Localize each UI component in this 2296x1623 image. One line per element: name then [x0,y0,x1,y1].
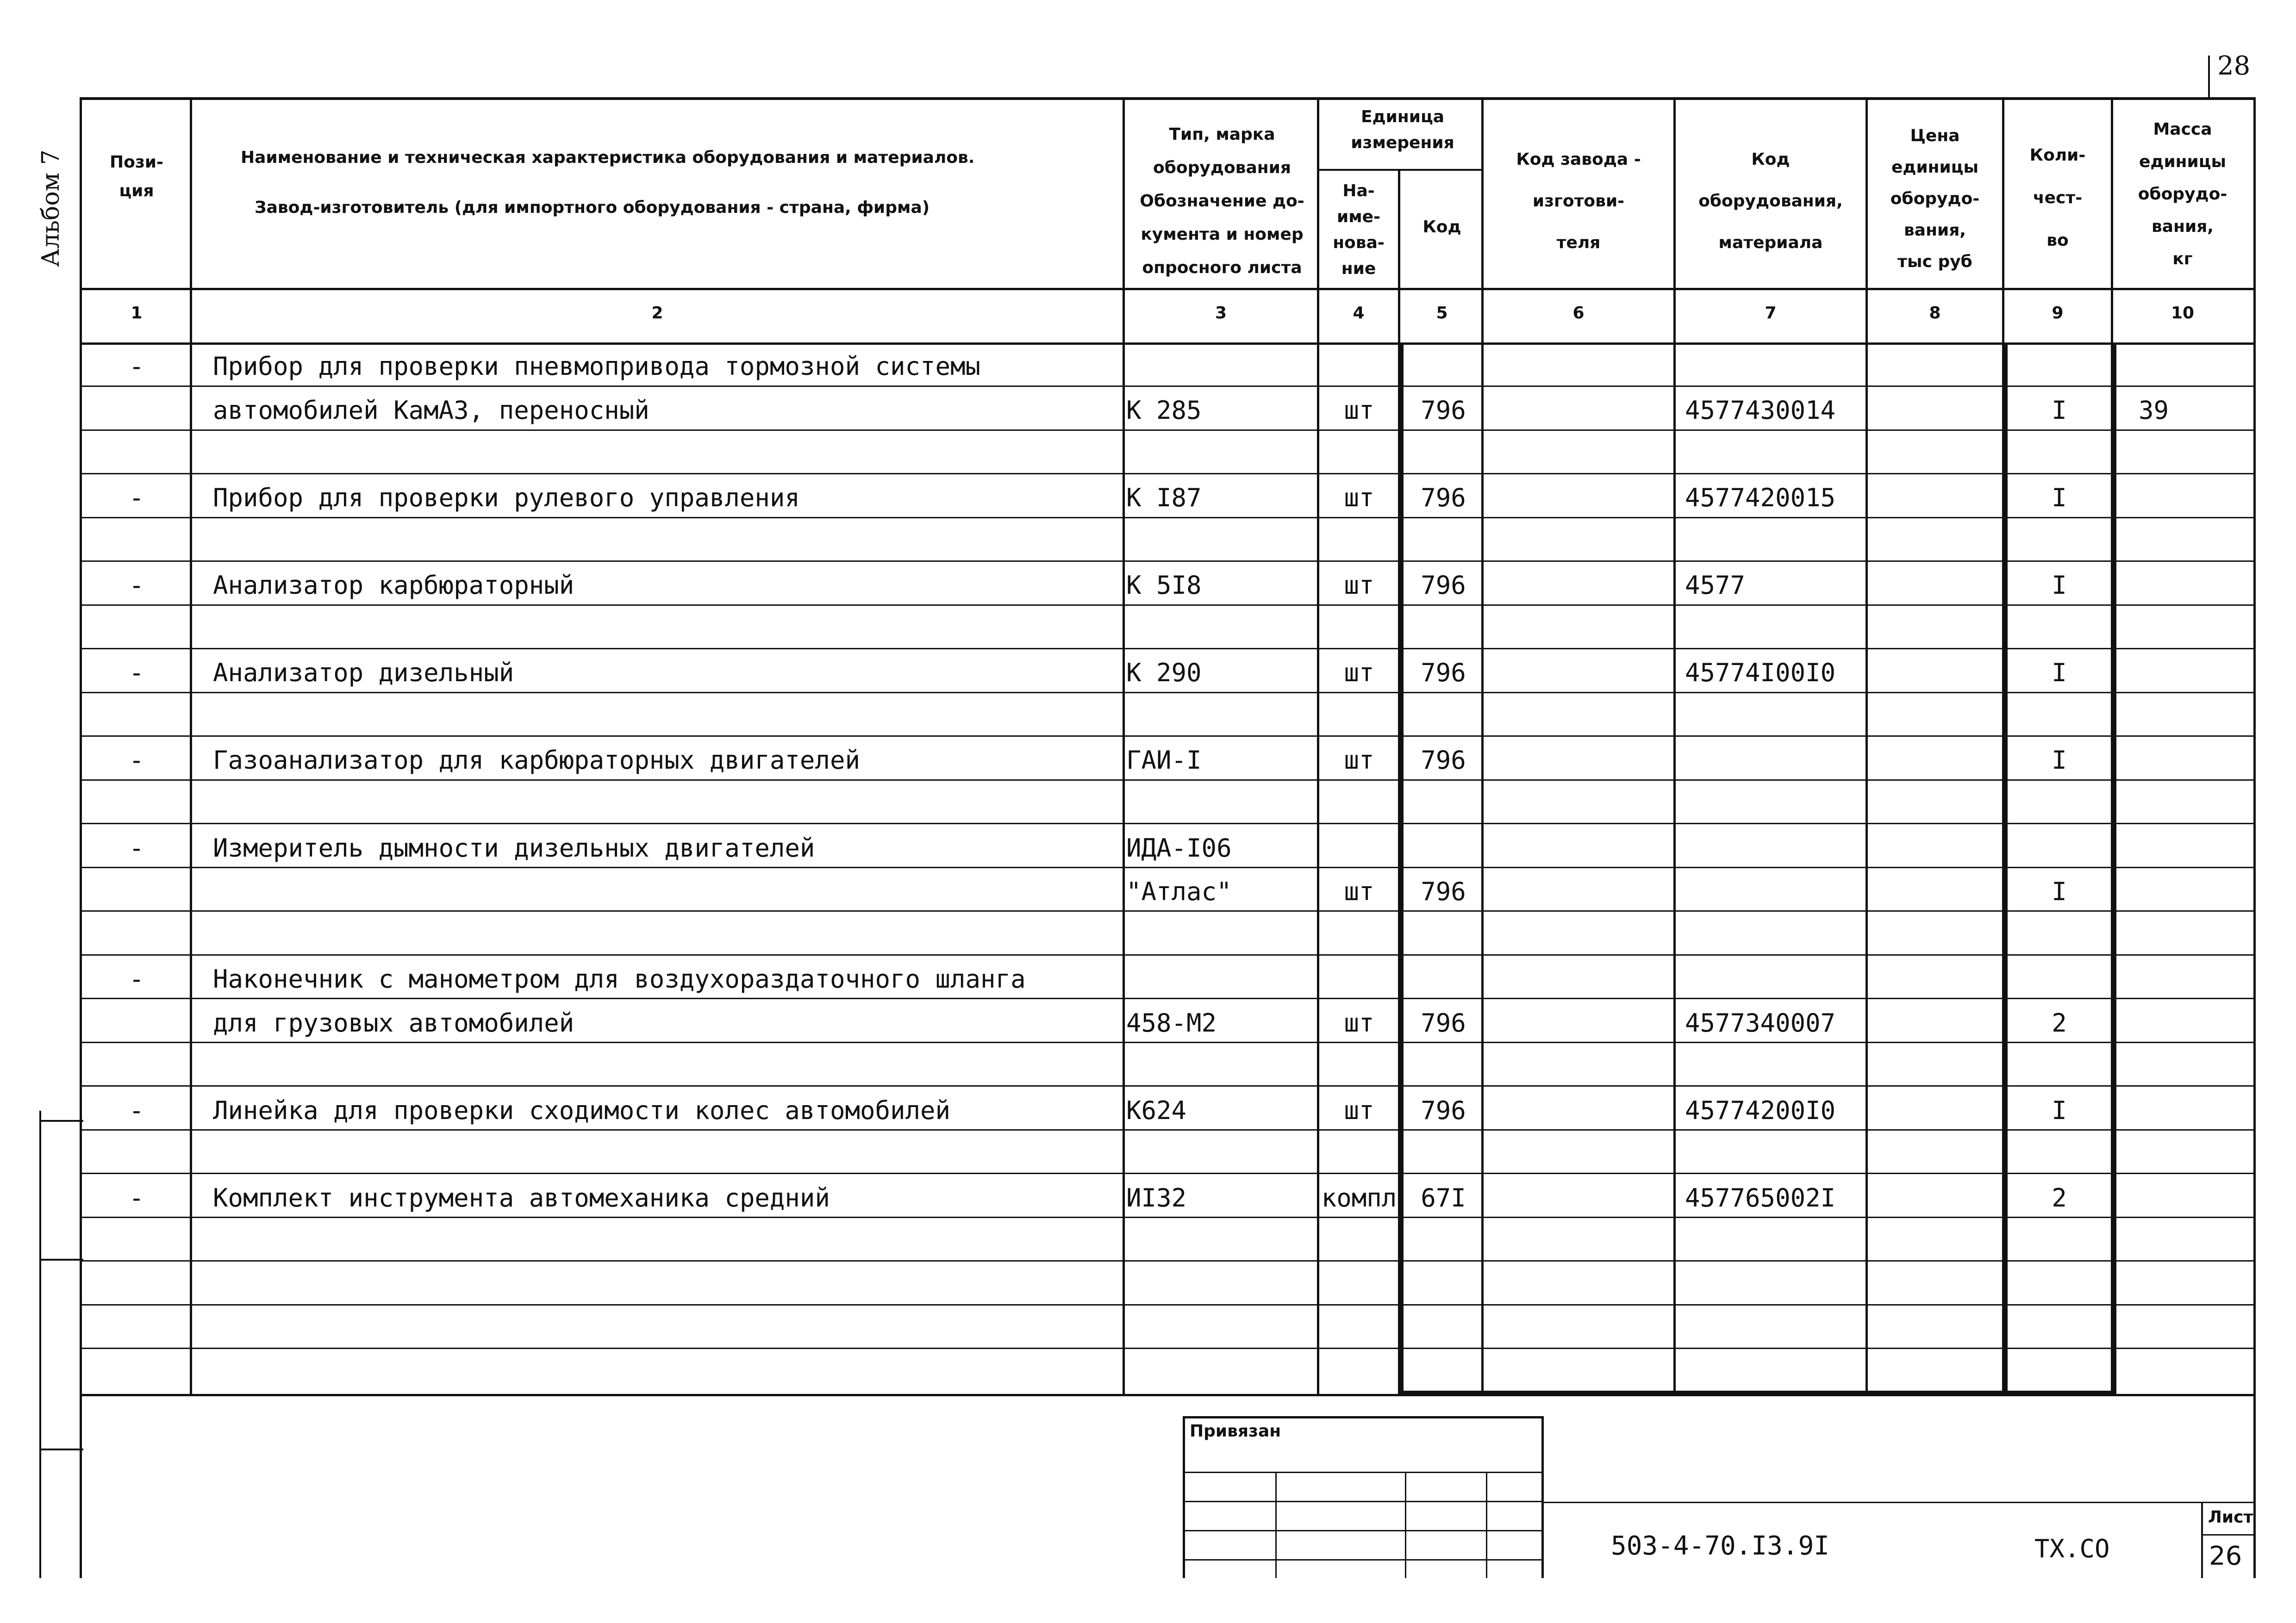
row-mass: 39 [2139,395,2169,425]
row-name: Комплект инструмента автомеханика средний [213,1183,830,1213]
row-name: Измеритель дымности дизельных двигателей [213,833,815,863]
album-label: Альбом 7 [37,149,65,267]
row-quantity: I [2052,395,2067,425]
row-position: - [129,352,144,381]
row-type: 458-М2 [1126,1008,1217,1038]
row-name: автомобилей КамАЗ, переносный [213,395,649,425]
row-unit-code: 796 [1421,877,1466,907]
row-name: Прибор для проверки пневмопривода тормозной системы [213,352,981,381]
header-type: Тип, марка оборудования Обозначение до- кумента и номер опросного листа [1140,125,1304,277]
row-equipment-code: 457765002I [1685,1183,1836,1213]
col-number-4: 4 [1353,304,1365,323]
row-unit-code: 796 [1421,571,1466,600]
row-type: ИI32 [1126,1183,1187,1213]
row-unit: шт [1344,877,1374,907]
row-quantity: 2 [2052,1008,2067,1038]
header-unit-code: Код [1423,218,1461,236]
row-unit: шт [1344,746,1374,775]
row-equipment-code: 4577430014 [1685,395,1836,425]
col-number-7: 7 [1765,304,1777,323]
row-type: К I87 [1126,483,1202,512]
row-name: Линейка для проверки сходимости колес автомобилей [213,1096,951,1126]
row-type: "Атлас" [1126,877,1232,907]
header-name-line1: Наименование и техническая характеристика оборудования и материалов. [241,148,975,167]
header-equipment-code: Код оборудования, материала [1698,150,1843,252]
row-type: К 5I8 [1126,571,1202,600]
sheet-number: 26 [2209,1541,2242,1571]
header-mass: Масса единицы оборудо- вания, кг [2138,120,2227,268]
col-number-1: 1 [131,304,143,323]
row-equipment-code: 45774200I0 [1685,1096,1836,1126]
sheet-mark: ТХ.СО [2034,1534,2110,1563]
row-unit-code: 796 [1421,1008,1466,1038]
row-name: Анализатор карбюраторный [213,571,574,600]
row-unit: шт [1344,1096,1374,1126]
row-position: - [129,746,144,775]
row-unit-code: 796 [1421,483,1466,512]
row-unit: шт [1344,395,1374,425]
row-quantity: I [2052,1096,2067,1126]
row-unit: шт [1344,571,1374,600]
row-position: - [129,1183,144,1213]
row-type: К 290 [1126,658,1202,688]
row-equipment-code: 45774I00I0 [1685,658,1836,688]
attached-label: Привязан [1190,1422,1281,1441]
header-unit-name: На- име- нова- ние [1333,181,1385,278]
col-number-5: 5 [1436,304,1448,323]
row-type: ИДА-I06 [1126,833,1232,863]
header-quantity: Коли- чест- во [2029,146,2086,250]
row-unit-code: 796 [1421,746,1466,775]
row-position: - [129,964,144,994]
col-number-10: 10 [2171,304,2195,323]
row-type: К 285 [1126,395,1202,425]
row-name: Газоанализатор для карбюраторных двигателей [213,746,860,775]
row-unit: шт [1344,483,1374,512]
row-position: - [129,483,144,512]
row-unit-code: 796 [1421,658,1466,688]
row-name: Анализатор дизельный [213,658,514,688]
row-type: К624 [1126,1096,1187,1126]
row-unit: компл [1321,1183,1397,1213]
row-equipment-code: 4577 [1685,571,1746,600]
row-unit: шт [1344,1008,1374,1038]
row-position: - [129,571,144,600]
header-position: Пози- ция [110,153,163,200]
row-equipment-code: 4577420015 [1685,483,1836,512]
row-position: - [129,1096,144,1126]
col-number-3: 3 [1215,304,1227,323]
row-quantity: 2 [2052,1183,2067,1213]
sheet-label: Лист [2208,1508,2253,1527]
row-unit-code: 67I [1421,1183,1466,1213]
header-unit-group: Единица измерения [1351,107,1454,152]
col-number-8: 8 [1929,304,1941,323]
col-number-2: 2 [651,304,663,323]
row-position: - [129,658,144,688]
row-type: ГАИ-I [1126,746,1202,775]
header-name-line2: Завод-изготовитель (для импортного оборудования - страна, фирма) [255,198,930,217]
row-quantity: I [2052,658,2067,688]
col-number-9: 9 [2052,304,2064,323]
row-unit: шт [1344,658,1374,688]
page-number: 28 [2217,51,2251,81]
row-quantity: I [2052,746,2067,775]
row-unit-code: 796 [1421,1096,1466,1126]
header-price: Цена единицы оборудо- вания, тыс руб [1890,126,1980,271]
row-quantity: I [2052,877,2067,907]
row-equipment-code: 4577340007 [1685,1008,1836,1038]
col-number-6: 6 [1572,304,1585,323]
document-code: 503-4-70.I3.9I [1611,1531,1830,1561]
row-name: Наконечник с манометром для воздухораздаточного шланга [213,964,1026,994]
row-name: для грузовых автомобилей [213,1008,574,1038]
header-plant-code: Код завода - изготови- теля [1516,150,1641,252]
row-position: - [129,833,144,863]
row-quantity: I [2052,483,2067,512]
row-unit-code: 796 [1421,395,1466,425]
row-name: Прибор для проверки рулевого управления [213,483,800,512]
row-quantity: I [2052,571,2067,600]
